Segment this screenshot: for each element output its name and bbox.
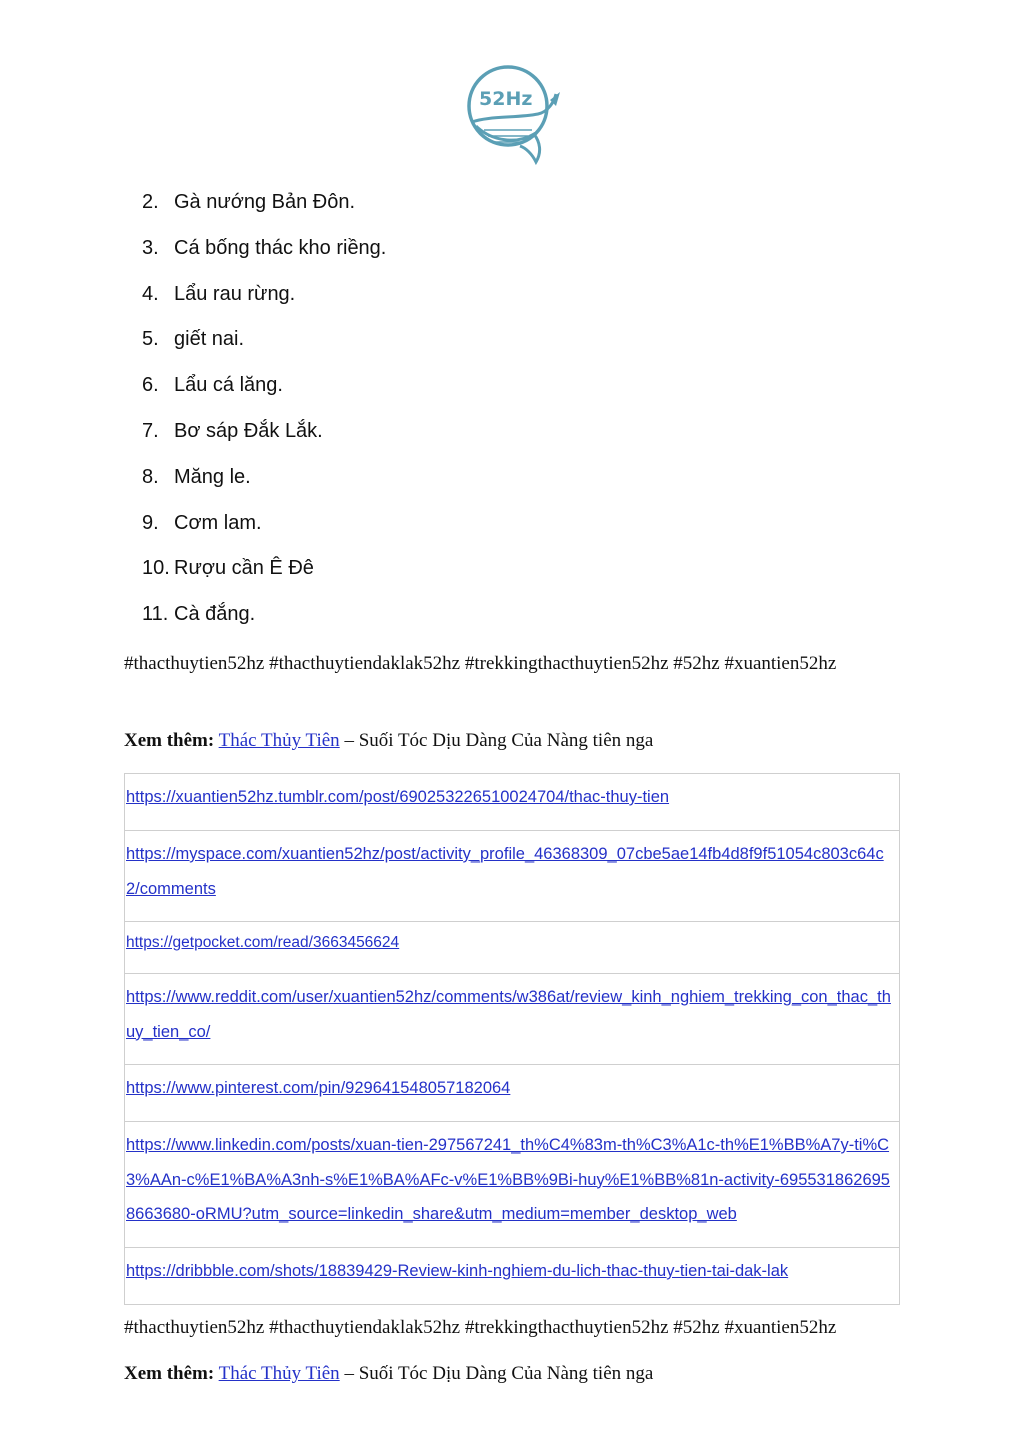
logo-text: 52Hz (479, 88, 533, 110)
hashtags-paragraph-bottom: #thacthuytien52hz #thacthuytiendaklak52hz #trekkingthacthuytien52hz #52hz #xuantien52hz (124, 1317, 837, 1338)
thac-thuy-tien-link-bottom[interactable]: Thác Thủy Tiên (218, 1363, 340, 1384)
table-row (125, 1122, 900, 1248)
see-more-line (124, 728, 653, 754)
list-item-text: Măng le. (174, 465, 251, 488)
table-row (125, 831, 900, 922)
table-row (125, 974, 900, 1065)
list-item-number: 8. (142, 465, 159, 488)
reddit-link[interactable]: https://www.reddit.com/user/xuantien52hz/comments/w386at/review_kinh_nghiem_trekking_con_thac_thuy_tien_co/ (126, 988, 891, 1041)
tumblr-link[interactable]: https://xuantien52hz.tumblr.com/post/690253226510024704/thac-thuy-tien (126, 788, 670, 806)
list-item-number: 11. (142, 603, 169, 626)
list-item-text: Cá bống thác kho riềng. (174, 236, 387, 259)
table-row (125, 922, 900, 974)
list-item-text: giết nai. (174, 328, 245, 351)
see-more-label: Xem thêm: (124, 730, 215, 751)
see-more-line-bottom (124, 1362, 653, 1386)
list-item-text: Rượu cần Ê Đê (174, 557, 314, 580)
table-row (125, 1248, 900, 1305)
see-more-rest: – Suối Tóc Dịu Dàng Của Nàng tiên nga (339, 1363, 654, 1384)
links-table (124, 773, 900, 1305)
thac-thuy-tien-link[interactable]: Thác Thủy Tiên (218, 730, 340, 751)
list-item-number: 6. (142, 374, 159, 397)
list-item-number: 9. (142, 511, 159, 534)
list-item-text: Cà đắng. (174, 603, 256, 626)
getpocket-link[interactable]: https://getpocket.com/read/3663456624 (126, 934, 400, 951)
table-row (125, 774, 900, 831)
list-item-number: 4. (142, 282, 159, 305)
list-item-text: Cơm lam. (174, 511, 262, 534)
see-more-label: Xem thêm: (124, 1363, 215, 1384)
see-more-rest: – Suối Tóc Dịu Dàng Của Nàng tiên nga (339, 730, 654, 751)
list-item-text: Gà nướng Bản Đôn. (174, 191, 356, 213)
list-item-number: 5. (142, 328, 159, 351)
52hz-whale-logo (462, 62, 564, 166)
myspace-link[interactable]: https://myspace.com/xuantien52hz/post/activity_profile_46368309_07cbe5ae14fb4d8f9f51054c803c64c2/comments (126, 845, 884, 898)
list-item-number: 7. (142, 419, 159, 442)
dribbble-link[interactable]: https://dribbble.com/shots/18839429-Review-kinh-nghiem-du-lich-thac-thuy-tien-tai-dak-lak (126, 1262, 789, 1280)
hashtags-paragraph: #thacthuytien52hz #thacthuytiendaklak52hz #trekkingthacthuytien52hz #52hz #xuantien52hz (124, 653, 837, 674)
list-item-number: 2. (142, 191, 159, 213)
list-item-text: Lẩu rau rừng. (174, 282, 296, 305)
list-item-text: Lẩu cá lăng. (174, 374, 283, 397)
table-row (125, 1065, 900, 1122)
list-item-number: 3. (142, 236, 159, 259)
linkedin-link[interactable]: https://www.linkedin.com/posts/xuan-tien-297567241_th%C4%83m-th%C3%A1c-th%E1%BB%A7y-ti%C3%AAn-c%E1%BA%A3nh-s%E1%BA%AFc-v%E1%BB%9Bi-huy%E1%BB%81n-activity-6955318626958663680-oRMU?utm_source=linkedin_share&utm_medium=member_desktop_web (126, 1136, 890, 1223)
pinterest-link[interactable]: https://www.pinterest.com/pin/929641548057182064 (126, 1079, 511, 1097)
list-item-number: 10. (142, 557, 170, 580)
list-item-text: Bơ sáp Đắk Lắk. (174, 419, 323, 442)
